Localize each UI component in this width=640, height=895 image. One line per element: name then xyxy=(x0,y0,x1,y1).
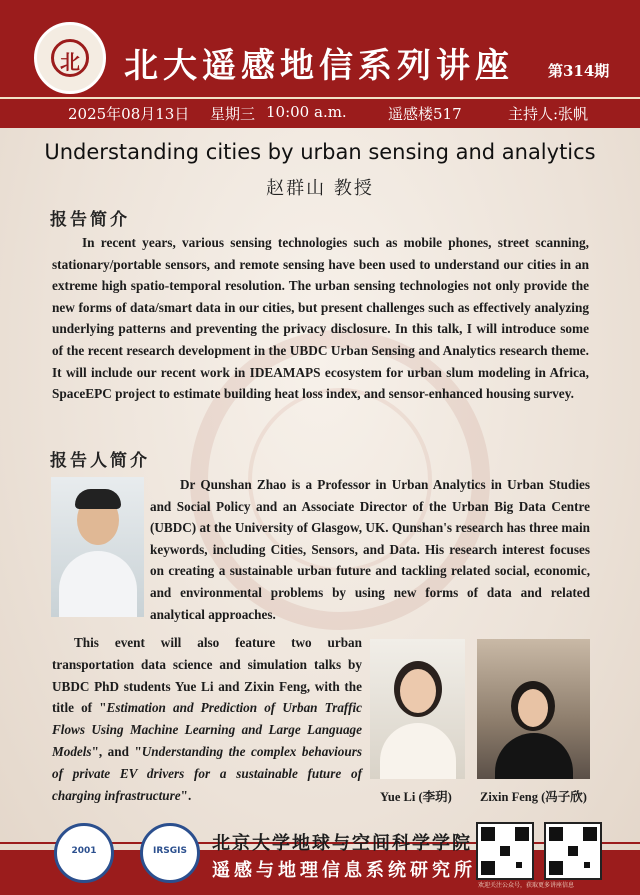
weekday: 星期三 xyxy=(210,105,256,123)
event-middle: ", and " xyxy=(91,743,142,759)
qr-code-right-icon[interactable] xyxy=(544,822,602,880)
abstract-heading: 报告简介 xyxy=(50,210,130,230)
yue-face xyxy=(400,669,436,713)
logo-glyph-icon: 北 xyxy=(60,50,80,74)
speaker-name: 赵群山 教授 xyxy=(266,178,374,199)
student-photo-yue-li xyxy=(370,639,465,779)
footer-tagline: 欢迎关注公众号，获取更多讲座信息 xyxy=(478,882,575,889)
society-badge-icon xyxy=(54,823,114,883)
zixin-face xyxy=(518,689,548,727)
header-divider xyxy=(0,97,640,99)
header-band xyxy=(0,0,640,128)
talk-title: Understanding cities by urban sensing and analytics xyxy=(44,140,596,164)
speaker-photo-hair xyxy=(75,489,121,509)
student-photo-zixin-feng xyxy=(477,639,590,779)
badge-right-text: IRSGIS xyxy=(153,846,187,856)
caption-zixin-feng: Zixin Feng (冯子欣) xyxy=(480,790,587,804)
event-text xyxy=(52,632,362,806)
pku-logo xyxy=(34,22,106,94)
host: 主持人:张帆 xyxy=(508,105,589,123)
bio-text: Dr Qunshan Zhao is a Professor in Urban Analytics in Urban Studies and Social Policy and an Associate Director of the Urban Big Data Centre (UBDC) at the University of Glasgow, UK. Qunshan's research has three main keywords, including Cities, Sensors, and Data. His research interest focuses on creating a sustainable urban future and tackling related social, economic, and environmental problems by using new forms of data and related analytical approaches. xyxy=(150,477,590,622)
event-talk2-title: Understanding the complex behaviours of private EV drivers for a sustainable future of charging infrastructure xyxy=(52,743,362,803)
institute-name: 遥感与地理信息系统研究所 xyxy=(212,860,476,881)
date: 2025年08月13日 xyxy=(68,105,190,123)
abstract-text: In recent years, various sensing technologies such as mobile phones, street scanning, stationary/portable sensors, and remote sensing have been used to understand our cities in an extreme high spatio-temporal resolution. The urban sensing technologies not only provide the new forms of data/smart data in our cities, but present challenges such as effectively analyzing underlying patterns and preventing the privacy disclosure. In this talk, I will introduce some of the recent research development in the UBDC Urban Sensing and Analytics research theme. It will include our recent work in IDEAMAPS ecosystem for urban slum modeling in Africa, SpaceEPC project to estimate building heat loss index, and sensor-enhanced housing survey. xyxy=(52,235,589,402)
badge-left-text: 2001 xyxy=(71,846,97,856)
caption-yue-li: Yue Li (李玥) xyxy=(380,790,452,804)
event-intro: This event will also feature two urban transportation data science and simulation talks by UBDC PhD students Yue Li and Zixin Feng, with the title of " xyxy=(52,635,362,716)
issue-number: 第314期 xyxy=(548,62,610,80)
qr-code-left-icon[interactable] xyxy=(476,822,534,880)
info-row xyxy=(0,100,640,126)
event-talk1-title: Estimation and Prediction of Urban Traffic Flows Using Machine Learning and Large Language Models xyxy=(52,700,362,759)
time: 10:00 a.m. xyxy=(266,103,347,121)
school-name: 北京大学地球与空间科学学院 xyxy=(212,833,472,854)
event-end: ". xyxy=(180,787,192,803)
yue-shirt xyxy=(380,723,456,779)
logo-inner-ring xyxy=(51,39,89,77)
speaker-photo-shirt xyxy=(59,551,137,617)
irsgis-badge-icon xyxy=(140,823,200,883)
series-title: 北大遥感地信系列讲座 xyxy=(124,46,514,86)
zixin-jacket xyxy=(495,733,573,779)
venue: 遥感楼517 xyxy=(388,105,462,123)
bio-heading: 报告人简介 xyxy=(50,451,150,471)
speaker-photo xyxy=(51,477,144,617)
